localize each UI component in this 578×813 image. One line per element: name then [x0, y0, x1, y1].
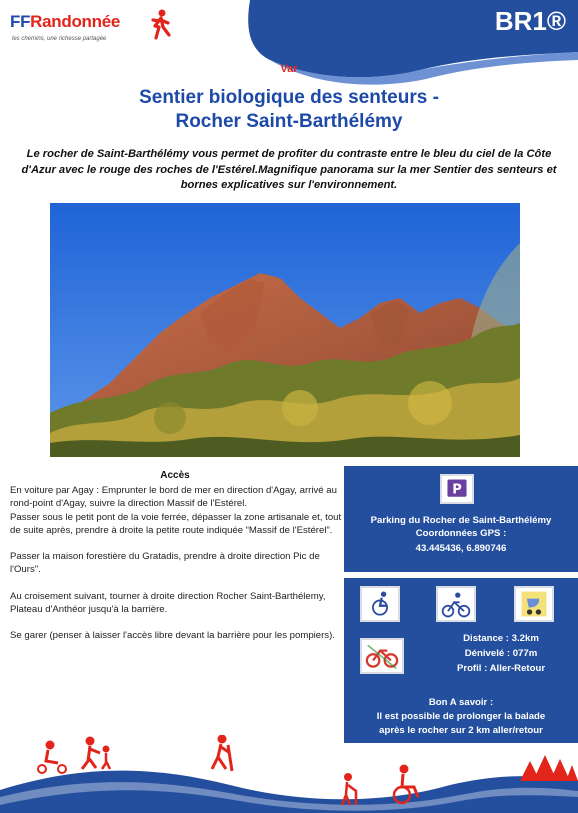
- distance-stat: Distance : 3.2km: [463, 633, 539, 644]
- access-paragraph: Se garer (penser à laisser l'accès libre devant la barrière pour les pompiers).: [10, 630, 335, 642]
- route-code: BR1®: [494, 6, 566, 36]
- access-paragraph: En voiture par Agay : Emprunter le bord de mer en direction d'Agay, arrivé au rond-point d'Agay, suivre la direction Massif de l'Estérel. Passer sous le petit pont de la voie ferrée, dépasser la zone artisanale et, tout de suite après, prendre à droite la petite route indiquée “Massif de l'Estérel”.: [10, 485, 342, 536]
- pine-trees-icon: [520, 755, 578, 781]
- gps-coordinates: 43.445436, 6.890746: [415, 543, 507, 554]
- hiker-icon: [212, 735, 232, 771]
- walker-bike-pictogram-icon: [436, 586, 476, 622]
- title-line-2: Rocher Saint-Barthélémy: [175, 111, 403, 132]
- tip-line-1: Il est possible de prolonger la balade: [376, 711, 546, 722]
- ffrandonnee-logo: [10, 8, 190, 53]
- parking-panel: [344, 466, 578, 572]
- stroller-pictogram-icon: [514, 586, 554, 622]
- page-title: [0, 86, 578, 134]
- intro-text: Le rocher de Saint-Barthélémy vous permet de profiter du contraste entre le bleu du ciel de la Côte d'Azur avec le rouge des roches de l'Estérel.Magnifique panorama sur la mer Sentier des senteurs et bornes explicatives sur l'environnement.: [21, 148, 557, 191]
- elevation-stat: Dénivelé : 077m: [464, 648, 538, 659]
- tip-title: Bon A savoir :: [428, 697, 494, 708]
- access-title: Accès: [160, 470, 190, 481]
- tip-line-2: après le rocher sur 2 km aller/retour: [379, 725, 543, 736]
- access-paragraph: Passer la maison forestière du Gratadis, prendre à droite direction Pic de l'Ours".: [10, 551, 320, 576]
- parking-letter: P: [452, 482, 462, 498]
- logo-tagline: les chemins, une richesse partagée: [12, 36, 107, 42]
- accessibility-pictogram-icon: [360, 586, 400, 622]
- hiker-logo-icon: [143, 8, 175, 40]
- title-line-1: Sentier biologique des senteurs -: [139, 87, 439, 108]
- parking-icon: [440, 474, 474, 504]
- logo-wordmark: FFRandonnée: [10, 12, 121, 31]
- region-label: Var: [280, 63, 298, 75]
- info-panel: [344, 578, 578, 743]
- access-directions: [10, 484, 342, 656]
- child-tricycle-icon: [38, 741, 66, 773]
- gps-label: Coordonnées GPS :: [415, 528, 507, 539]
- profile-stat: Profil : Aller-Retour: [456, 663, 546, 674]
- access-paragraph: Au croisement suivant, tourner à droite direction Rocher Saint-Barthélemy, Plateau d'Anthéor jusqu'à la barrière.: [10, 590, 326, 616]
- family-icon: [82, 737, 110, 769]
- parking-name: Parking du Rocher de Saint-Barthélémy: [370, 515, 552, 526]
- footer-wave: [0, 735, 578, 813]
- rock-landscape-photo: [50, 203, 520, 457]
